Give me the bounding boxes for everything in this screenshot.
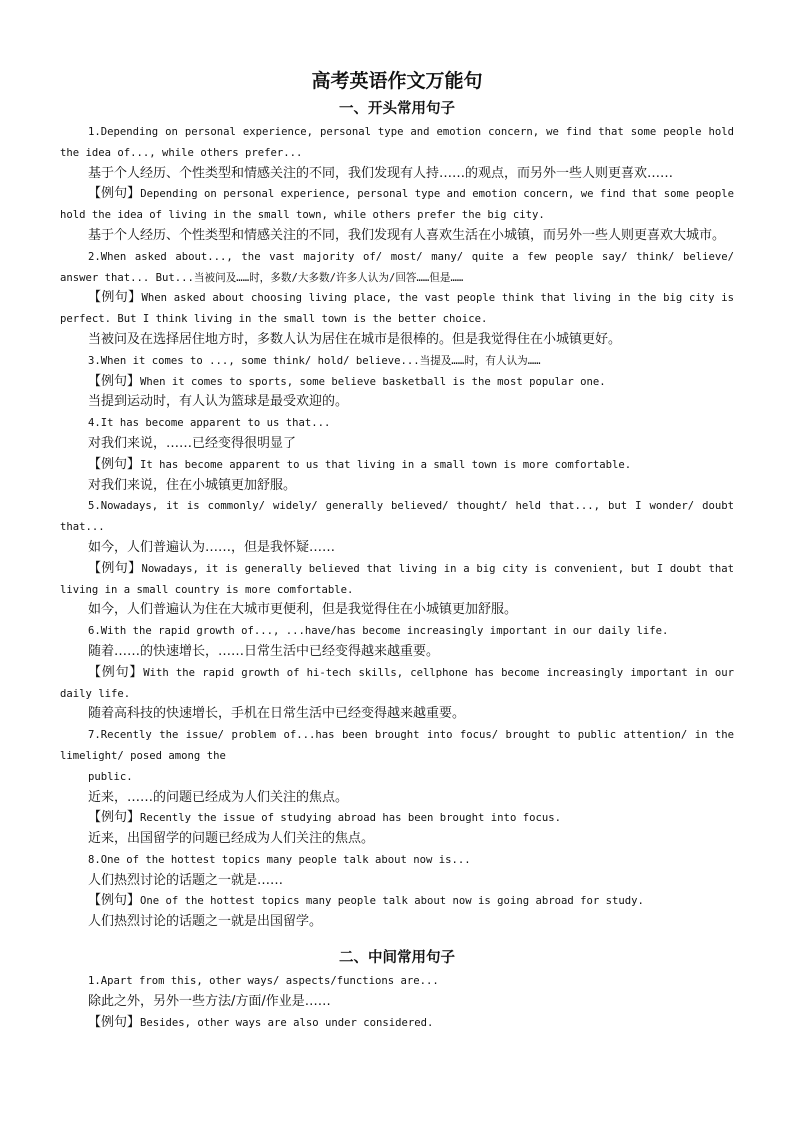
english-sentence: 6.With the rapid growth of..., ...have/has become increasingly important in our daily life. [88, 625, 669, 638]
english-sentence: 1.Depending on personal experience, personal type and emotion concern, we find that some people hold the idea of..., while others prefer... [60, 126, 734, 159]
example-tag: 【例句】 [88, 186, 141, 202]
english-sentence: 2.When asked about..., the vast majority of/ most/ many/ quite a few people say/ think/ believe/ answer that... But...当被问及……时，多数/大多数/许多人认为/回答……但是…… [60, 250, 734, 284]
chinese-translation: 除此之外，另外一些方法/方面/作业是…… [88, 993, 331, 1009]
example-sentence [60, 455, 734, 476]
chinese-translation: 基于个人经历、个性类型和情感关注的不同，我们发现有人喜欢生活在小城镇，而另外一些人则更喜欢大城市。 [88, 227, 726, 243]
example-tag: 【例句】 [88, 373, 141, 389]
english-sentence: 4.It has become apparent to us that... [88, 417, 331, 430]
chinese-translation: 当被问及在选择居住地方时，多数人认为居住在城市是很棒的。但是我觉得住在小城镇更好。 [88, 331, 622, 347]
example-text: Besides, other ways are also under considered. [140, 1016, 434, 1029]
example-sentence [60, 891, 734, 912]
example-tag: 【例句】 [88, 664, 144, 680]
chinese-translation: 人们热烈讨论的话题之一就是出国留学。 [88, 914, 323, 930]
example-text: It has become apparent to us that living in a small town is more comfortable. [140, 458, 632, 471]
document-page [60, 66, 734, 1033]
example-sentence [60, 1013, 734, 1034]
example-text: When asked about choosing living place, the vast people think that living in the big city is perfect. But I think living in the small town is the better choice. [60, 292, 734, 326]
example-tag: 【例句】 [88, 810, 141, 826]
english-sentence: 5.Nowadays, it is commonly/ widely/ generally believed/ thought/ held that..., but I wonder/ doubt that... [60, 500, 734, 534]
chinese-translation: 当提到运动时，有人认为篮球是最受欢迎的。 [88, 394, 349, 410]
example-text: With the rapid growth of hi-tech skills, cellphone has become increasingly important in our daily life. [60, 666, 734, 700]
example-text: Nowadays, it is generally believed that living in a big city is convenient, but I doubt that living in a small country is more comfortable. [60, 562, 734, 596]
example-text: When it comes to sports, some believe basketball is the most popular one. [140, 375, 606, 388]
example-sentence [60, 372, 734, 393]
english-sentence: 7.Recently the issue/ problem of...has been brought into focus/ brought to public attention/ in the limelight/ posed among the [60, 729, 734, 762]
chinese-translation: 随着高科技的快速增长，手机在日常生活中已经变得越来越重要。 [88, 706, 466, 722]
example-tag: 【例句】 [88, 290, 142, 306]
example-text: Recently the issue of studying abroad has been brought into focus. [140, 812, 561, 825]
english-sentence: 8.One of the hottest topics many people talk about now is... [88, 853, 471, 866]
section-heading: 一、开头常用句子 [339, 101, 455, 117]
chinese-translation: 对我们来说，……已经变得很明显了 [88, 435, 297, 451]
example-tag: 【例句】 [88, 560, 142, 576]
chinese-translation: 随着……的快速增长，……日常生活中已经变得越来越重要。 [88, 643, 440, 659]
example-sentence [60, 663, 734, 705]
page-title: 高考英语作文万能句 [311, 70, 483, 92]
chinese-translation: 人们热烈讨论的话题之一就是…… [88, 872, 284, 888]
chinese-translation: 近来，……的问题已经成为人们关注的焦点。 [88, 789, 349, 805]
example-text: Depending on personal experience, personal type and emotion concern, we find that some people hold the idea of living in the small town, while others prefer the big city. [60, 188, 734, 222]
english-sentence: 3.When it comes to ..., some think/ hold/ believe...当提及……时，有人认为…… [88, 354, 541, 367]
example-tag: 【例句】 [88, 456, 141, 472]
chinese-translation: 基于个人经历、个性类型和情感关注的不同，我们发现有人持……的观点，而另外一些人则更喜欢…… [88, 165, 674, 181]
chinese-translation: 如今，人们普遍认为住在大城市更便利，但是我觉得住在小城镇更加舒服。 [88, 602, 518, 618]
document-body [60, 96, 734, 1033]
example-sentence [60, 288, 734, 330]
example-tag: 【例句】 [88, 1014, 141, 1030]
example-sentence [60, 559, 734, 601]
section-heading: 二、中间常用句子 [339, 950, 455, 967]
chinese-translation: 近来，出国留学的问题已经成为人们关注的焦点。 [88, 831, 375, 847]
chinese-translation: 对我们来说，住在小城镇更加舒服。 [88, 477, 297, 493]
english-sentence: 1.Apart from this, other ways/ aspects/functions are... [88, 975, 439, 988]
example-tag: 【例句】 [88, 893, 141, 909]
example-text: One of the hottest topics many people talk about now is going abroad for study. [140, 895, 644, 908]
english-sentence-continued: public. [88, 770, 133, 783]
example-sentence [60, 808, 734, 829]
example-sentence [60, 184, 734, 226]
chinese-translation: 如今，人们普遍认为……，但是我怀疑…… [88, 539, 336, 555]
